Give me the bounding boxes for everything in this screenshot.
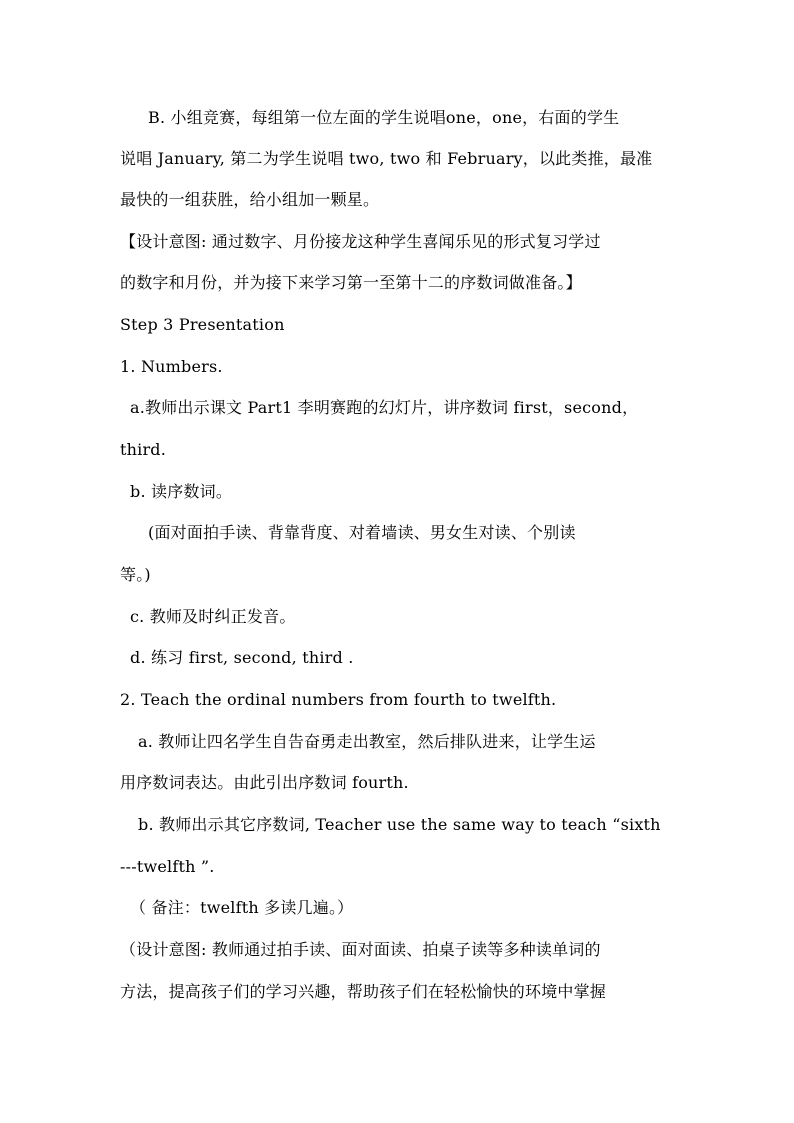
text-line: d. 练习 first, second, third .	[130, 648, 354, 667]
text-line: （设计意图: 教师通过拍手读、面对面读、拍桌子读等多种读单词的	[120, 940, 601, 959]
list-heading: 1. Numbers.	[120, 357, 223, 376]
text-line: 【设计意图: 通过数字、月份接龙这种学生喜闻乐见的形式复习学过	[120, 232, 601, 251]
text-line: (面对面拍手读、背靠背度、对着墙读、男女生对读、个别读	[148, 523, 576, 542]
text-line: B. 小组竞赛，每组第一位左面的学生说唱one，one，右面的学生	[148, 108, 620, 127]
text-line: 方法，提高孩子们的学习兴趣，帮助孩子们在轻松愉快的环境中掌握	[120, 982, 607, 1001]
text-line: 的数字和月份，并为接下来学习第一至第十二的序数词做准备。】	[120, 273, 582, 292]
text-line: a.教师出示课文 Part1 李明赛跑的幻灯片，讲序数词 first，second，	[130, 398, 639, 417]
text-line: b. 教师出示其它序数词, Teacher use the same way to teach “sixth	[138, 815, 661, 834]
text-line: 说唱 January, 第二为学生说唱 two, two 和 February，以此类推，最准	[120, 149, 653, 168]
list-heading: 2. Teach the ordinal numbers from fourth to twelfth.	[120, 690, 557, 709]
text-line: b. 读序数词。	[130, 482, 233, 501]
text-line: 用序数词表达。由此引出序数词 fourth.	[120, 773, 409, 792]
text-line: 最快的一组获胜，给小组加一颗星。	[120, 190, 380, 209]
text-line: a. 教师让四名学生自告奋勇走出教室，然后排队进来，让学生运	[138, 732, 596, 751]
text-line: 等。)	[120, 565, 151, 584]
section-heading: Step 3 Presentation	[120, 315, 285, 334]
text-line: third.	[120, 440, 167, 459]
text-line: c. 教师及时纠正发音。	[130, 607, 296, 626]
note-line: （ 备注：twelfth 多读几遍。）	[130, 898, 354, 917]
text-line: ---twelfth ”.	[120, 857, 215, 876]
